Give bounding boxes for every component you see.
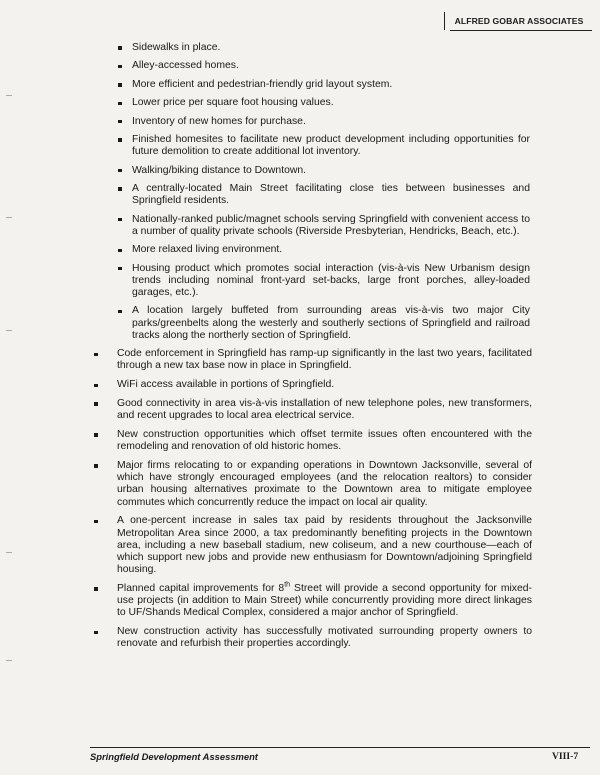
list-item: A one-percent increase in sales tax paid by residents throughout the Jacksonville Metropolitan Area since 2000, a tax predominantly benefiting projects in the Downtown area, including a new baseball stadium, new coliseum, and a new courthouse—each of which support new jobs and provide new enthusiasm for Downtown/adjoining Springfield housing.: [94, 515, 532, 576]
bullet-list: [94, 348, 532, 650]
margin-tick: [6, 330, 12, 331]
list-item: [94, 583, 532, 620]
list-item: Inventory of new homes for purchase.: [118, 116, 530, 128]
list-item: Sidewalks in place.: [118, 42, 530, 54]
list-item: Good connectivity in area vis-à-vis installation of new telephone poles, new transformers, and recent upgrades to local area electrical service.: [94, 398, 532, 422]
page-number: VIII-7: [552, 751, 579, 762]
list-item: Major firms relocating to or expanding operations in Downtown Jacksonville, several of which have strongly encouraged employees (and the relocation realtors) to consider urban housing alternatives proximate to the Downtown area to mitigate employee commutes which concurrently reduce the impact on local air quality.: [94, 460, 532, 509]
margin-tick: [6, 552, 12, 553]
list-item: More efficient and pedestrian-friendly grid layout system.: [118, 79, 530, 91]
ordinal-suffix: th: [284, 581, 291, 589]
capital-text-before: Planned capital improvements for 8: [117, 582, 285, 594]
list-item: Code enforcement in Springfield has ramp-up significantly in the last two years, facilitated through a new tax base now in place in Springfield.: [94, 348, 532, 372]
sub-bullet-list: [118, 42, 530, 342]
list-item: Finished homesites to facilitate new product development including opportunities for future demolition to create additional lot inventory.: [118, 134, 530, 158]
list-item: Alley-accessed homes.: [118, 60, 530, 72]
list-item: More relaxed living environment.: [118, 244, 530, 256]
list-item: Lower price per square foot housing values.: [118, 97, 530, 109]
list-item: A location largely buffeted from surrounding areas vis-à-vis two major City parks/greenbelts along the westerly and southerly sections of Springfield and railroad tracks along the northerly section of Springfield.: [118, 305, 530, 342]
list-item: New construction opportunities which offset termite issues often encountered with the remodeling and renovation of old historic homes.: [94, 429, 532, 453]
company-header: ALFRED GOBAR ASSOCIATES: [444, 12, 593, 30]
footer-title: Springfield Development Assessment: [90, 751, 258, 762]
list-item: New construction activity has successfully motivated surrounding property owners to renovate and refurbish their properties accordingly.: [94, 626, 532, 650]
list-item: WiFi access available in portions of Springfield.: [94, 379, 532, 391]
margin-tick: [6, 217, 12, 218]
footer-rule: [90, 747, 590, 748]
list-item: A centrally-located Main Street facilitating close ties between businesses and Springfield residents.: [118, 183, 530, 207]
list-item: Walking/biking distance to Downtown.: [118, 165, 530, 177]
margin-tick: [6, 660, 12, 661]
margin-tick: [6, 95, 12, 96]
capital-text-after: Street will provide a second opportunity for mixed-use projects (in addition to Main Street) while concurrently providing more direct linkages to UF/Shands Medical Complex, considered a major anchor of Springfield.: [117, 582, 533, 619]
header-rule: [450, 30, 592, 31]
list-item: Nationally-ranked public/magnet schools serving Springfield with convenient access to a number of quality private schools (Riverside Presbyterian, Hendricks, Beach, etc.).: [118, 214, 530, 238]
list-item: Housing product which promotes social interaction (vis-à-vis New Urbanism design trends including nominal front-yard set-backs, large front porches, alley-loaded garages, etc.).: [118, 263, 530, 300]
body-content: [94, 42, 532, 657]
